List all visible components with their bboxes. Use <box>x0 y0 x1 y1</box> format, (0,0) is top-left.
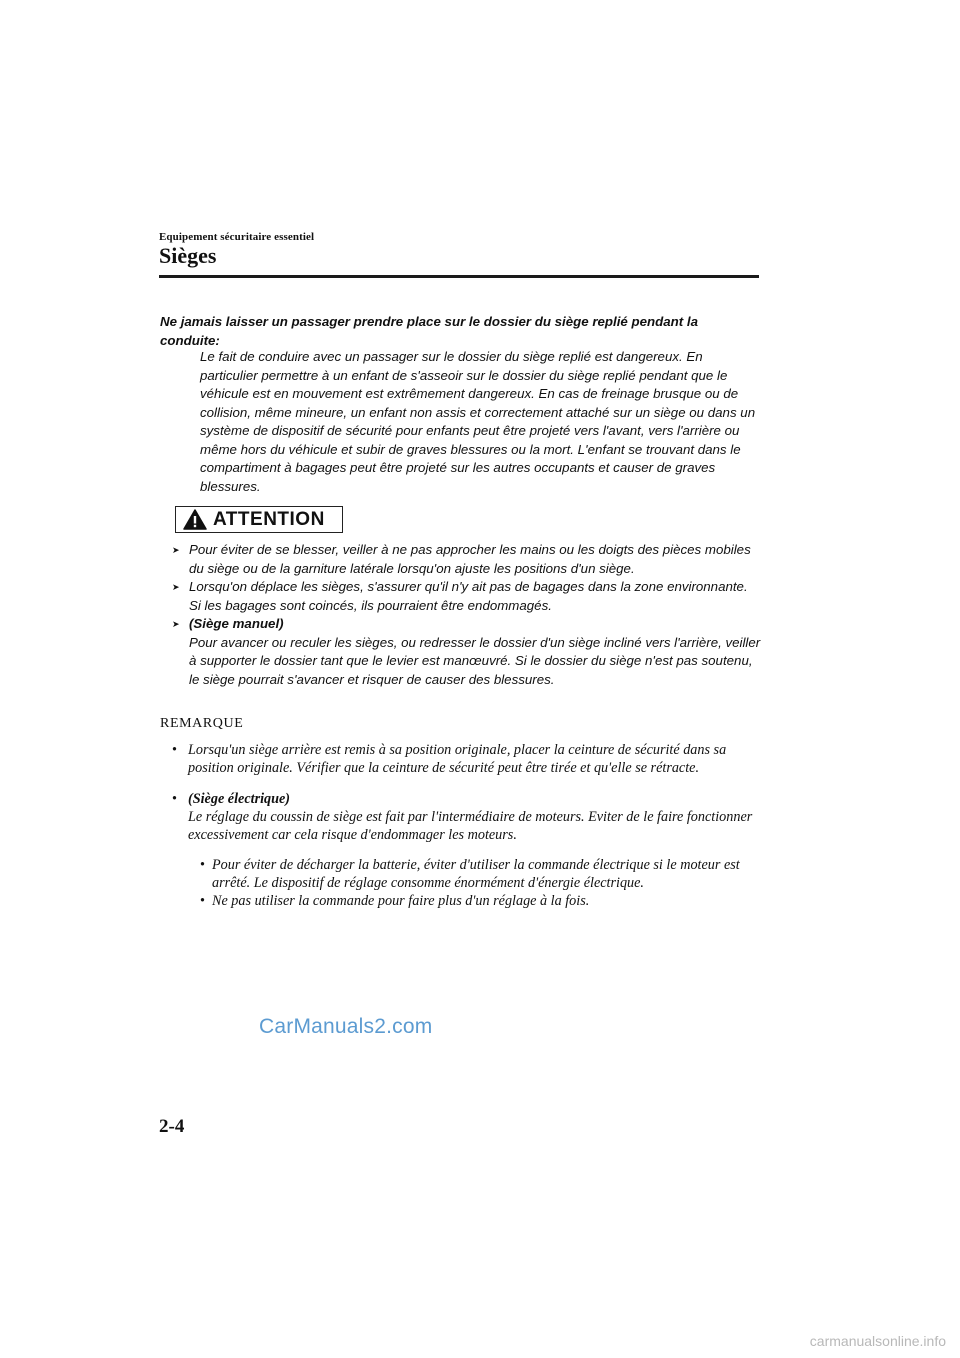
section-label: Equipement sécuritaire essentiel <box>159 231 315 243</box>
warning-heading: Ne jamais laisser un passager prendre place sur le dossier du siège replié pendant la conduite: <box>160 314 699 348</box>
warning-triangle-icon <box>183 509 207 530</box>
caution-text: Lorsqu'on déplace les sièges, s'assurer qu'il n'y ait pas de bagages dans la zone environnante. Si les bagages sont coincés, ils pourraient être endommagés. <box>189 579 748 613</box>
list-item <box>172 541 762 578</box>
attention-banner <box>175 506 343 533</box>
attention-label: ATTENTION <box>213 508 325 530</box>
caution-text: Pour avancer ou reculer les sièges, ou redresser le dossier d'un siège incliné vers l'arrière, veiller à supporter le dossier tant que le levier est manœuvré. Si le dossier du siège n'est pas soutenu, le siège pourrait s'avancer et risquer de causer des blessures. <box>189 634 761 687</box>
page-number: 2-4 <box>159 1116 185 1137</box>
caution-list <box>172 541 762 689</box>
caution-text: Pour éviter de se blesser, veiller à ne pas approcher les mains ou les doigts des pièces mobiles du siège ou de la garniture latérale lorsqu'on ajuste les positions d'un siège. <box>189 542 751 576</box>
bullet-icon: • <box>172 791 177 807</box>
list-item <box>172 615 762 689</box>
list-item <box>172 790 764 910</box>
note-sublist <box>188 856 764 910</box>
arrow-bullet-icon: ➤ <box>172 545 180 555</box>
note-title: REMARQUE <box>160 716 244 731</box>
note-subtext: Pour éviter de décharger la batterie, éviter d'utiliser la commande électrique si le moteur est arrêté. Le dispositif de réglage consomme énormément d'énergie électrique. <box>212 857 740 891</box>
bullet-icon: • <box>200 893 205 909</box>
list-item <box>194 892 764 910</box>
note-text: Lorsqu'un siège arrière est remis à sa position originale, placer la ceinture de sécurité dans sa position originale. Vérifier que la ceinture de sécurité peut être tirée et qu'elle se rétracte. <box>188 742 727 776</box>
list-item <box>172 741 764 777</box>
note-subtitle: (Siège électrique) <box>188 791 291 807</box>
footer-watermark: carmanualsonline.info <box>809 1333 946 1349</box>
note-text: Le réglage du coussin de siège est fait par l'intermédiaire de moteurs. Eviter de le faire fonctionner excessivement car cela risque d'endommager les moteurs. <box>188 809 753 843</box>
page-title: Sièges <box>159 243 217 268</box>
caution-subtitle: (Siège manuel) <box>189 616 284 631</box>
bullet-icon: • <box>200 857 205 873</box>
list-item <box>172 578 762 615</box>
watermark: CarManuals2.com <box>259 1015 433 1038</box>
arrow-bullet-icon: ➤ <box>172 619 180 629</box>
arrow-bullet-icon: ➤ <box>172 582 180 592</box>
bullet-icon: • <box>172 742 177 758</box>
title-divider <box>159 275 759 278</box>
note-subtext: Ne pas utiliser la commande pour faire plus d'un réglage à la fois. <box>212 893 590 909</box>
note-list <box>172 741 764 923</box>
list-item <box>194 856 764 892</box>
warning-body: Le fait de conduire avec un passager sur le dossier du siège replié est dangereux. En particulier permettre à un enfant de s'asseoir sur le dossier du siège replié pendant que le véhicule est en mouvement est extrêmement dangereux. En cas de freinage brusque ou de collision, même mineure, un enfant non assis et correctement attaché sur un siège ou dans un système de dispositif de sécurité pour enfants peut être projeté vers l'avant, vers l'arrière ou même hors du véhicule et subir de graves blessures ou la mort. L'enfant se trouvant dans le compartiment à bagages peut être projeté sur les autres occupants et causer de graves blessures. <box>200 349 756 494</box>
